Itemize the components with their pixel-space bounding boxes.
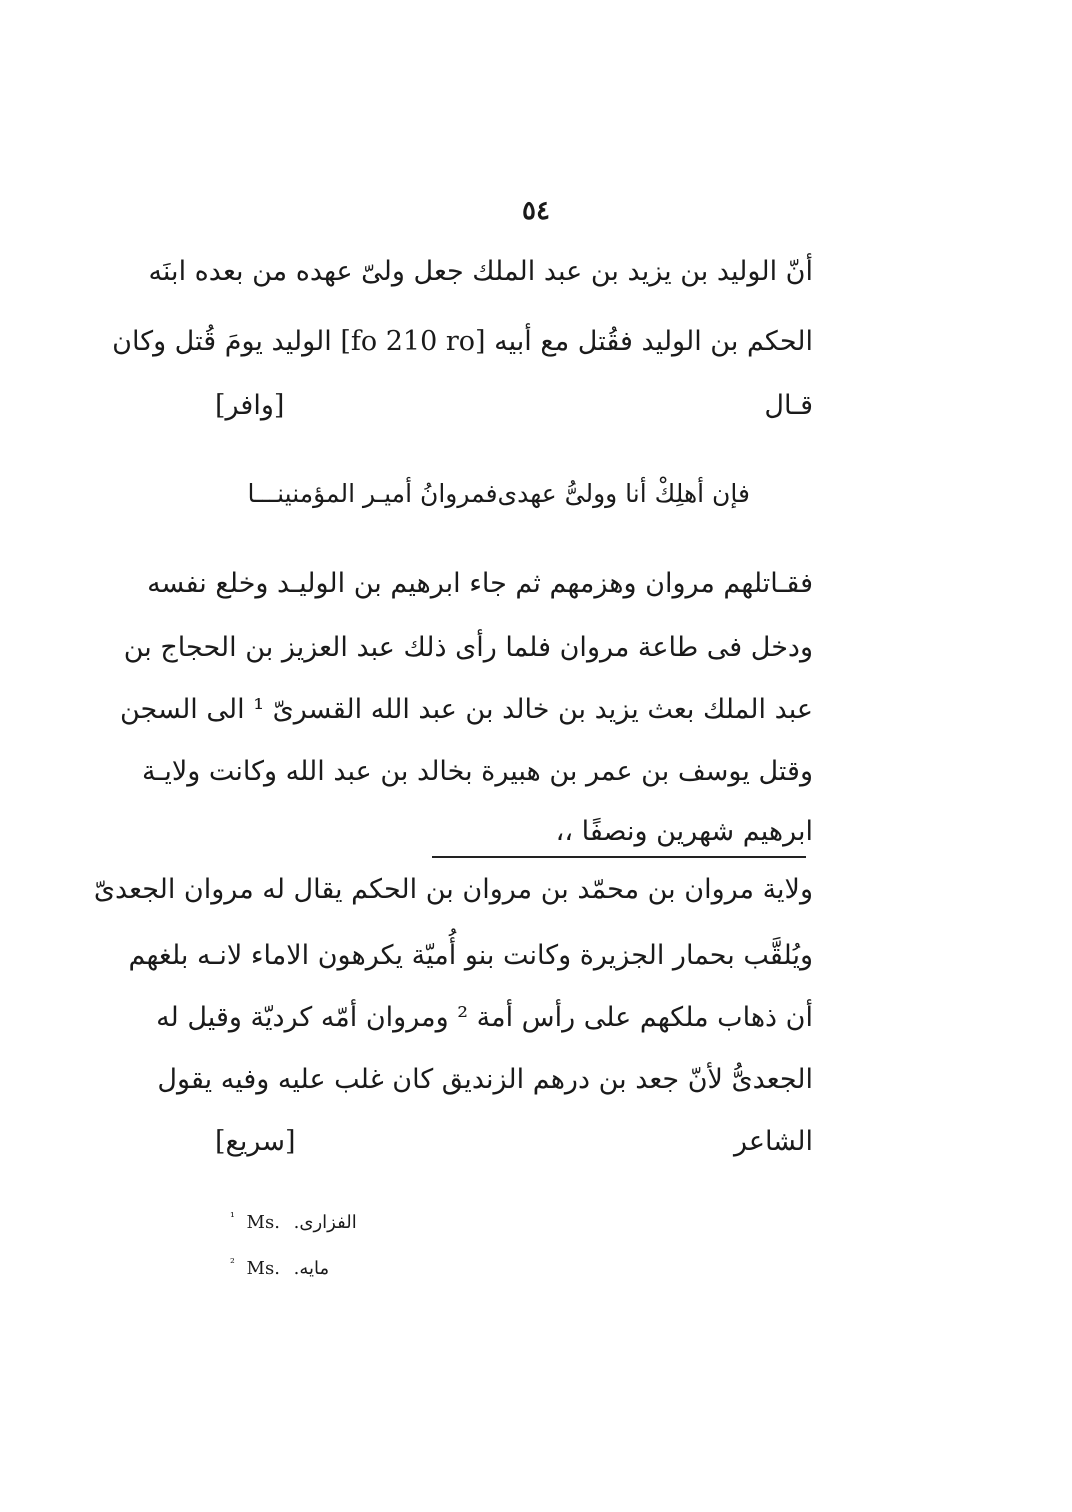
text-line: ابرهيم شهرين ونصفًا ،،: [555, 816, 813, 847]
footnote-marker: ¹: [230, 1210, 235, 1224]
footnote-label: Ms.: [246, 1212, 280, 1233]
footnote-text: مايه.: [293, 1258, 330, 1279]
meter-label: [وافر]: [215, 390, 285, 421]
text-line: ويُلقَّب بحمار الجزيرة وكانت بنو أُميّة يكرهون الاماء لانـه بلغهم: [128, 940, 813, 971]
meter-label: [سريع]: [215, 1126, 296, 1157]
text-line: فقـاتلهم مروان وهزمهم ثم جاء ابرهيم بن الوليـد وخلع نفسه: [147, 568, 813, 599]
text-line: عبد الملك بعث يزيد بن خالد بن عبد الله القسرىّ ¹ الى السجن: [120, 694, 813, 725]
text-line: الجعدىُّ لأنّ جعد بن درهم الزنديق كان غلب عليه وفيه يقول: [157, 1064, 813, 1095]
verse-line: [247, 466, 750, 522]
text-line: أنّ الوليد بن يزيد بن عبد الملك جعل ولىّ عهده من بعده ابنَه: [148, 256, 813, 287]
section-divider: [432, 856, 806, 858]
text-line: الحكم بن الوليد فقُتل مع أبيه [fo 210 ro] الوليد يومَ قُتل وكان: [112, 326, 813, 357]
footnote-text: الفزارى.: [293, 1212, 357, 1233]
page-number: ٥٤: [522, 196, 550, 226]
verse-hemistich-second: فمروانُ أميـر المؤمنينـــا: [247, 479, 498, 508]
text-line: قـال: [764, 390, 813, 421]
verse-hemistich-first: فإن أهلِكْ أنا وولىُّ عهدى: [497, 479, 750, 508]
text-line: وقتل يوسف بن عمر بن هبيرة بخالد بن عبد الله وكانت ولايـة: [141, 756, 813, 787]
text-line: الشاعر: [733, 1126, 813, 1157]
text-line: أن ذهاب ملكهم على رأس أمة ² ومروان أمّه كرديّة وقيل له: [156, 1002, 813, 1033]
footnote-marker: ²: [230, 1256, 235, 1270]
footnote: [230, 1202, 430, 1232]
text-line: ودخل فى طاعة مروان فلما رأى ذلك عبد العزيز بن الحجاج بن: [123, 632, 813, 663]
footnote-label: Ms.: [246, 1258, 280, 1279]
footnote: [230, 1248, 430, 1278]
text-line: ولاية مروان بن محمّد بن مروان بن الحكم يقال له مروان الجعدىّ: [93, 874, 813, 905]
